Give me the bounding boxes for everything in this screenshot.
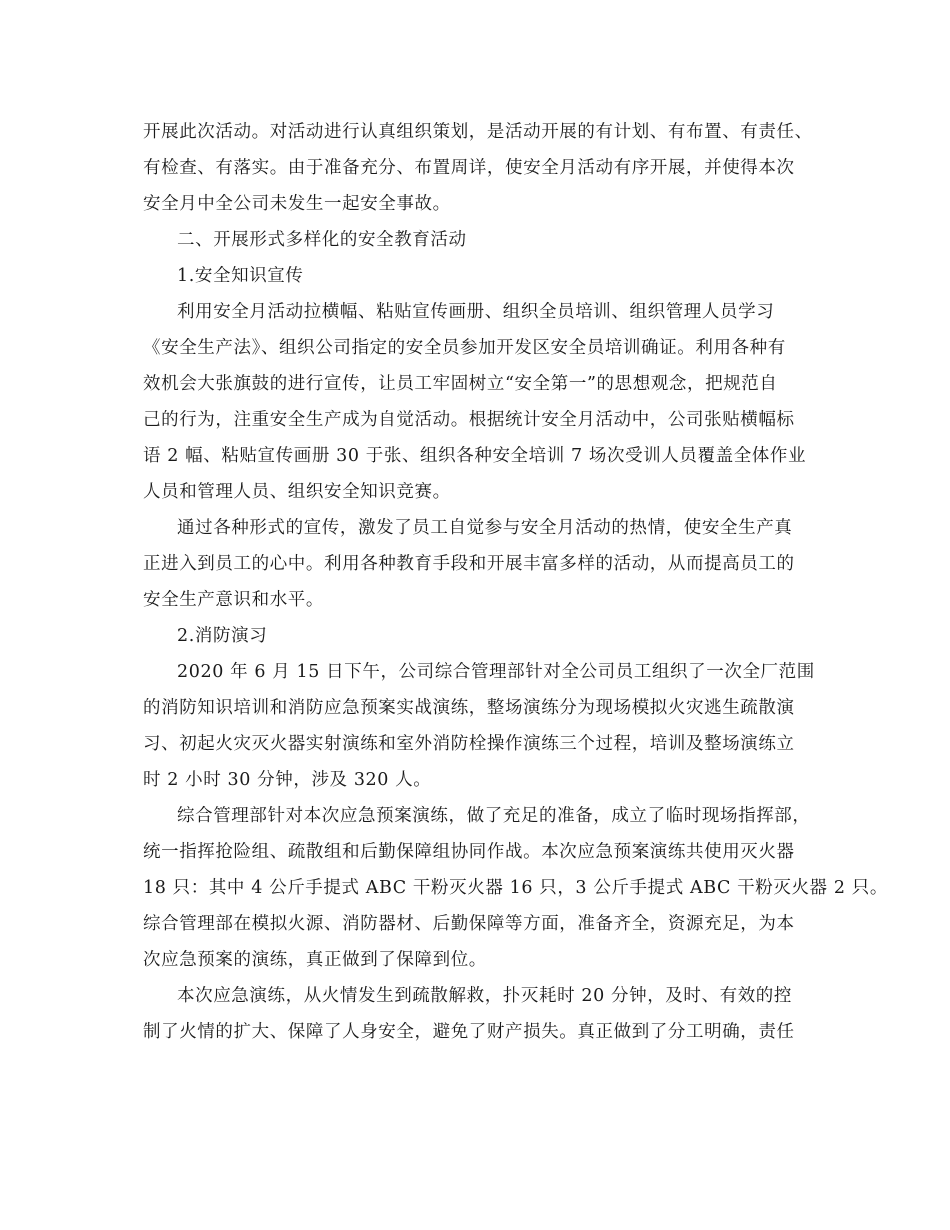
text-line: 利用安全月活动拉横幅、粘贴宣传画册、组织全员培训、组织管理人员学习 [177,302,775,322]
text-line: 《安全生产法》、组织公司指定的安全员参加开发区安全员培训确证。利用各种有 [143,338,786,358]
text-line: 制了火情的扩大、保障了人身安全，避免了财产损失。真正做到了分工明确，责任 [143,1022,795,1042]
text-line: 的消防知识培训和消防应急预案实战演练，整场演练分为现场模拟火灾逃生疏散演 [143,698,795,718]
subsection-heading: 1.安全知识宣传 [177,266,304,286]
text-line: 习、初起火灾灭火器实射演练和室外消防栓操作演练三个过程，培训及整场演练立 [143,734,795,754]
text-line: 有检查、有落实。由于准备充分、布置周详，使安全月活动有序开展，并使得本次 [143,158,795,178]
text-line: 时 2 小时 30 分钟，涉及 320 人。 [143,770,432,790]
text-line: 本次应急演练，从火情发生到疏散解救，扑灭耗时 20 分钟，及时、有效的控 [177,986,792,1006]
text-line: 通过各种形式的宣传，激发了员工自觉参与安全月活动的热情，使安全生产真 [177,518,793,538]
text-line: 安全月中全公司未发生一起安全事故。 [143,194,451,214]
text-line: 2020 年 6 月 15 日下午，公司综合管理部针对全公司员工组织了一次全厂范围 [177,662,815,682]
text-line: 安全生产意识和水平。 [143,590,324,610]
section-heading: 二、开展形式多样化的安全教育活动 [177,230,467,250]
text-line: 18 只：其中 4 公斤手提式 ABC 干粉灭火器 16 只，3 公斤手提式 ABC 干粉灭火器 2 只。 [143,878,888,898]
text-line: 开展此次活动。对活动进行认真组织策划，是活动开展的有计划、有布置、有责任、 [143,122,813,142]
text-line: 统一指挥抢险组、疏散组和后勤保障组协同作战。本次应急预案演练共使用灭火器 [143,842,795,862]
subsection-heading: 2.消防演习 [177,626,268,646]
text-line: 次应急预案的演练，真正做到了保障到位。 [143,950,487,970]
text-line: 人员和管理人员、组织安全知识竞赛。 [143,482,451,502]
text-line: 语 2 幅、粘贴宣传画册 30 于张、组织各种安全培训 7 场次受训人员覆盖全体作业 [143,446,807,466]
text-line: 综合管理部针对本次应急预案演练，做了充足的准备，成立了临时现场指挥部， [177,806,811,826]
text-line: 综合管理部在模拟火源、消防器材、后勤保障等方面，准备齐全，资源充足，为本 [143,914,795,934]
text-line: 己的行为，注重安全生产成为自觉活动。根据统计安全月活动中，公司张贴横幅标 [143,410,795,430]
text-line: 正进入到员工的心中。利用各种教育手段和开展丰富多样的活动，从而提高员工的 [143,554,795,574]
text-line: 效机会大张旗鼓的进行宣传，让员工牢固树立“安全第一”的思想观念，把规范自 [143,374,778,394]
